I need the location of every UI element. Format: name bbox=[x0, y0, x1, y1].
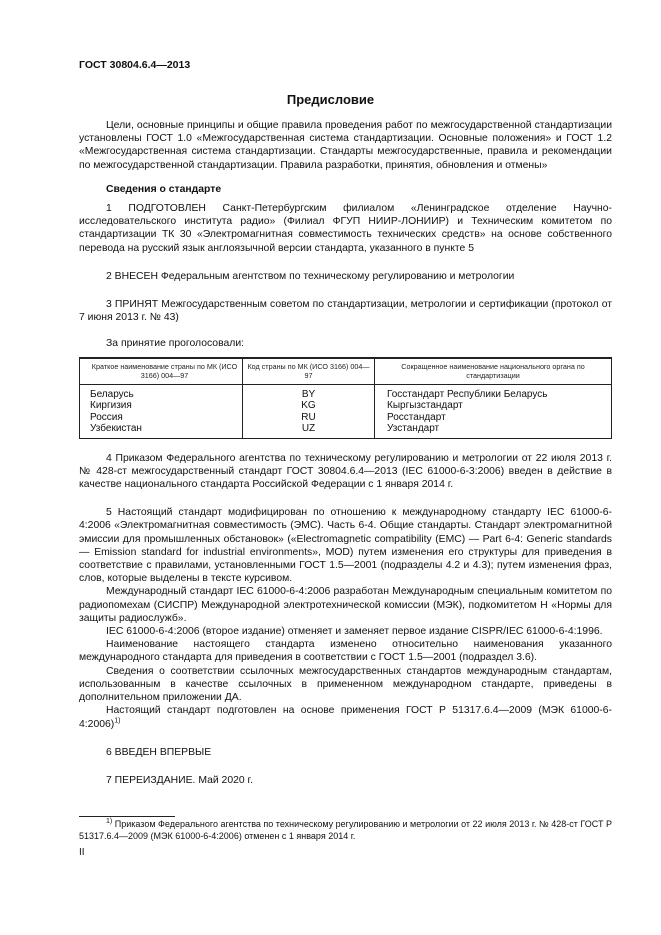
table-cell-body: Госстандарт Республики Беларусь bbox=[375, 384, 612, 400]
table-cell-code: BY bbox=[243, 384, 375, 400]
table-cell-body: Узстандарт bbox=[375, 423, 612, 438]
item-6-paragraph: 6 ВВЕДЕН ВПЕРВЫЕ bbox=[106, 746, 212, 758]
footnote bbox=[79, 818, 612, 842]
item-5-references-paragraph: Сведения о соответствии ссылочных межгосударственных стандартов международным стандартам, использованным в качестве ссылочных в примененном международном стандарте, приведены в дополнительном приложении ДА. bbox=[79, 665, 612, 704]
table-cell-country: Киргизия bbox=[80, 400, 243, 412]
table-cell-code: KG bbox=[243, 400, 375, 412]
item-5-title-paragraph: Наименование настоящего стандарта изменено относительно наименования указанного международного стандарта для приведения в соответствии с ГОСТ 1.5—2001 (подраздел 3.6). bbox=[79, 639, 612, 664]
document-body bbox=[79, 119, 612, 787]
footnote-reference: 1) bbox=[114, 717, 121, 725]
item-2-paragraph: 2 ВНЕСЕН Федеральным агентством по техническому регулированию и метрологии bbox=[106, 270, 515, 282]
table-cell-code: UZ bbox=[243, 423, 375, 438]
table-cell-country: Россия bbox=[80, 412, 243, 424]
item-7-paragraph: 7 ПЕРЕИЗДАНИЕ. Май 2020 г. bbox=[106, 774, 253, 786]
table-cell-code: RU bbox=[243, 412, 375, 424]
document-code-header: ГОСТ 30804.6.4—2013 bbox=[79, 59, 191, 71]
item-3-paragraph: 3 ПРИНЯТ Межгосударственным советом по стандартизации, метрологии и сертификации (протокол от 7 июня 2013 г. № 43) bbox=[79, 299, 612, 324]
item-5-basis-text: Настоящий стандарт подготовлен на основе применения ГОСТ Р 51317.6.4—2009 (МЭК 61000-6-4:2006) bbox=[79, 705, 612, 730]
table-row bbox=[80, 384, 612, 400]
footnote-divider bbox=[79, 816, 175, 817]
section-heading: Сведения о стандарте bbox=[106, 183, 222, 195]
table-row bbox=[80, 412, 612, 424]
item-5-basis-paragraph bbox=[79, 704, 612, 730]
table-cell-country: Беларусь bbox=[80, 384, 243, 400]
table-header-code: Код страны по МК (ИСО 3166) 004—97 bbox=[243, 358, 375, 385]
item-5-origin-paragraph: Международный стандарт IEC 61000-6-4:2006 разработан Международным специальным комитетом по радиопомехам (СИСПР) Международной электротехнической комиссии (МЭК), подкомитетом Н «Нормы для защиты радиослужб». bbox=[79, 586, 612, 624]
item-5-edition-paragraph: IEC 61000-6-4:2006 (второе издание) отменяет и заменяет первое издание CISPR/IEC 61000-6-4:1996. bbox=[106, 626, 603, 638]
table-row bbox=[80, 423, 612, 438]
page-number: II bbox=[79, 847, 85, 858]
table-row bbox=[80, 400, 612, 412]
table-cell-country: Узбекистан bbox=[80, 423, 243, 438]
table-cell-body: Кыргызстандарт bbox=[375, 400, 612, 412]
table-header-body: Сокращенное наименование национального органа по стандартизации bbox=[375, 358, 612, 385]
intro-paragraph: Цели, основные принципы и общие правила проведения работ по межгосударственной стандартизации установлены ГОСТ 1.0 «Межгосударственная система стандартизации. Основные положения» и ГОСТ 1.2 «Межгосударственная система стандартизации. Стандарты межгосударственные, правила и рекомендации по межгосударственной стандартизации. Правила разработки, принятия, обновления и отмены» bbox=[79, 120, 612, 171]
page-title: Предисловие bbox=[286, 92, 375, 107]
table-header-country: Краткое наименование страны по МК (ИСО 3166) 004—97 bbox=[80, 358, 243, 385]
footnote-mark: 1) bbox=[106, 818, 113, 825]
table-header-row bbox=[80, 358, 612, 385]
voted-label: За принятие проголосовали: bbox=[106, 338, 245, 350]
item-1-paragraph: 1 ПОДГОТОВЛЕН Санкт-Петербургским филиалом «Ленинградское отделение Научно-исследовательского института радио» (Филиал ФГУП НИИР-ЛОНИИР) и Техническим комитетом по стандартизации ТК 30 «Электромагнитная совместимость технических средств» на основе собственного перевода на русский язык англоязычной версии стандарта, указанного в пункте 5 bbox=[79, 203, 612, 254]
item-5-paragraph: 5 Настоящий стандарт модифицирован по отношению к международному стандарту IEC 61000-6-4:2006 «Электромагнитная совместимость (ЭМС). Часть 6-4. Общие стандарты. Стандарт электромагнитной эмиссии для промышленных обстановок» («Electromagnetic compatibility (EMC) — Part 6-4: Generic standards — Emission standard for industrial environments», MOD) путем изменения его структуры для приведения в соответствие с правилами, установленными ГОСТ 1.5—2001 (подразделы 4.2 и 4.3); путем изменения фраз, слов, которые выделены в тексте курсивом. bbox=[79, 507, 612, 585]
voting-table bbox=[79, 357, 612, 439]
item-4-paragraph: 4 Приказом Федерального агентства по техническому регулированию и метрологии от 22 июля 2013 г. № 428-ст межгосударственный стандарт ГОСТ 30804.6.4—2013 (IEC 61000-6-3:2006) введен в действие в качестве национального стандарта Российской Федерации с 1 января 2014 г. bbox=[79, 452, 612, 491]
footnote-text: Приказом Федерального агентства по техническому регулированию и метрологии от 22 июля 2013 г. № 428-ст ГОСТ Р 51317.6.4—2009 (МЭК 61000-6-4:2006) отменен с 1 января 2014 г. bbox=[79, 819, 612, 841]
table-cell-body: Росстандарт bbox=[375, 412, 612, 424]
